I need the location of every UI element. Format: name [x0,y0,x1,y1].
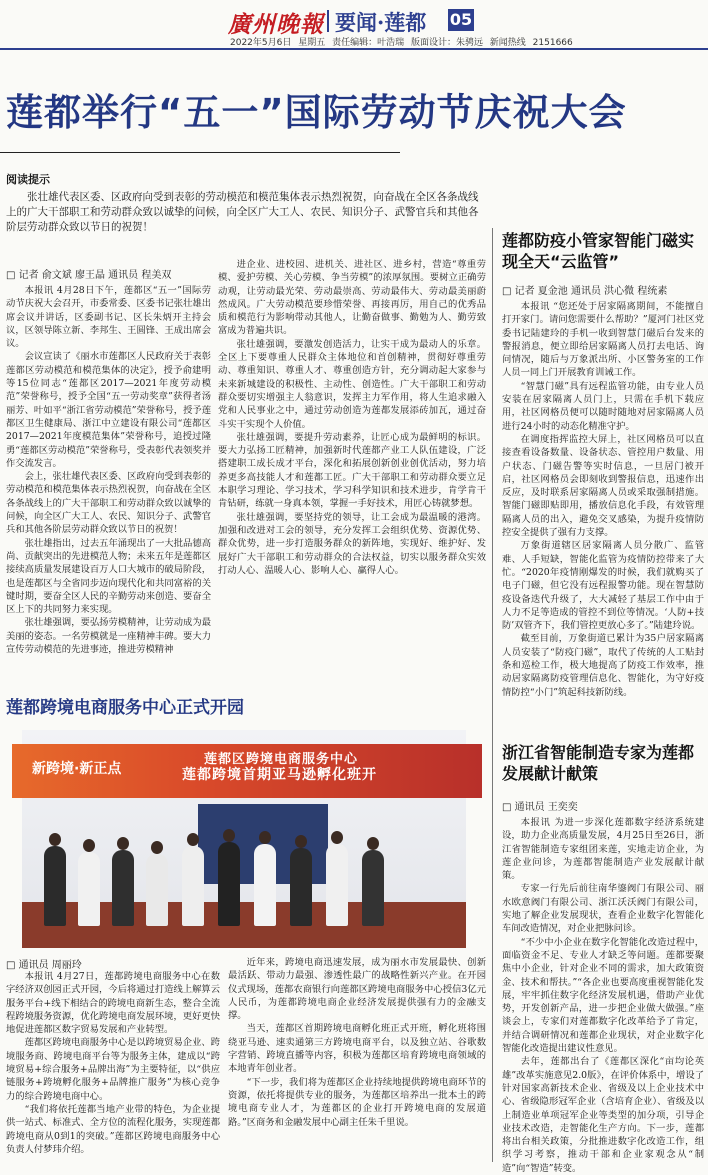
paragraph: 进企业、进校园、进机关、进社区、进乡村，营造“尊重劳模、爱护劳模、关心劳模、争当劳模”的浓厚氛围。要树立正确劳动观，让劳动最光荣、劳动最崇高、劳动最伟大、劳动最美丽蔚然成风。广大劳动模范要珍惜荣誉、再接再厉，用自己的优秀品质和模范行为影响带动其他人，让勤奋做事、勤勉为人、勤劳致富成为普遍共识。 [218,259,486,337]
main-byline: □ 记者 俞文斌 廖王晶 通讯员 程美双 [6,270,172,281]
headline-rule [0,152,400,153]
bottom-article-title: 莲都跨境电商服务中心正式开园 [6,698,244,718]
lead-paragraph: 张壮雄代表区委、区政府向受到表彰的劳动模范和模范集体表示热烈祝贺，向奋战在全区各条战线上的广大干部职工和劳动群众致以诚挚的问候，向全区广大工人、农民、知识分子、武警官兵和其他各阶层劳动群众致以节日的祝贺！ [6,191,479,233]
photo-person [112,850,134,926]
event-photo [22,730,466,948]
paragraph: 本报讯 4月28日下午，莲都区“五一”国际劳动节庆祝大会召开，市委常委、区委书记张壮雄出席会议并讲话，区委副书记、区长朱炳开主持会议，区领导陈立新、李邦生、王圆锋、王成出席会议。 [6,285,211,350]
main-article-col2 [218,258,486,672]
bottom-article-col2 [228,956,486,1162]
paragraph: 万象街道辖区居家隔离人员分散广、监管难、人手短缺，智能化监管为疫情防控带来了大忙。“2020年疫情刚爆发的时候，我们就购买了电子门磁，但它没有远程报警功能。现在智慧防疫设备迭代升级了，大大减轻了基层工作中由于人力不足等造成的管控不到位等情况。‘人防+技防’双管齐下，我们管控更放心多了。”陆建玲说。 [502,540,704,632]
side-article-2-body [502,816,704,1174]
paragraph: 本报讯 “您还处于居家隔离期间，不能擅自打开家门。请问您需要什么帮助？”厦河门社区党委书记陆建玲的手机一收到智慧门磁后台发来的警报消息，便立即给居家隔离人员打去电话、询问情况，随后与万象派出所、小区警务室的工作人员一同上门开展教育训诫工作。 [502,301,704,379]
photo-caption-byline: □ 通讯员 周丽玲 [6,960,82,971]
paragraph: “我们将依托莲都当地产业带的特色，为企业提供一站式、标准式、全方位的流程化服务，实现莲都跨境电商从0到1的突破。”莲都区跨境电商服务中心负责人付梦玮介绍。 [6,1103,220,1155]
main-headline: 莲都举行“五一”国际劳动节庆祝大会 [6,91,627,134]
photo-person-head [83,839,95,852]
photo-person-head [331,831,343,844]
paragraph: 本报讯 4月27日，莲都跨境电商服务中心在数字经济双创园正式开园，今后将通过打造线上解算云服务平台+线下相结合的跨境电商新生态，整合全流程跨境服务资源，优化跨境电商发展环境，更好更快地促进莲都区数字贸易发展和产业转型。 [6,971,220,1036]
side-article-2-byline: □ 通讯员 王奕奕 [502,802,578,813]
photo-banner-slogan: 新跨境·新正点 [32,761,122,777]
lead-label: 阅读提示 [6,173,50,186]
photo-banner-line2: 莲都跨境首期亚马逊孵化班开 [182,767,377,783]
photo-person [326,844,348,926]
photo-person [44,846,66,926]
side-article-2-title: 浙江省智能制造专家为莲都发展献计献策 [502,743,695,783]
paragraph: 在调度指挥监控大屏上，社区网格员可以直接查看设备数量、设备状态、管控用户数量、用户状态、门磁告警等实时信息，一旦居门被开启，社区网格员会即刻收到警报信息，迅速作出反应，及时联系居家隔离人员或采取强制措施。智能门磁即贴即用，播放信息化手段，有效管理隔离人员的出入，避免交叉感染，为提升疫情防控安全提供了强有力支撑。 [502,433,704,539]
page-number: 05 [449,10,473,29]
paragraph: “智慧门磁”具有远程监管功能，由专业人员安装在居家隔离人员门上，只需在手机下载应用，社区网格员便可以随时随地对居家隔离人员进行24小时的动态化精准守护。 [502,380,704,432]
photo-person-head [223,829,235,842]
photo-person-head [49,833,61,846]
photo-person-head [259,831,271,844]
photo-person [362,850,384,926]
paragraph: 专家一行先后前往南华鎏阀门有限公司、丽水欧意阀门有限公司、浙江沃沃阀门有限公司，实地了解企业发展现状，查看企业数字化智能化车间改造情况，对企业把脉问诊。 [502,883,704,935]
photo-person-head [367,837,379,850]
photo-person-head [187,833,199,846]
photo-person-head [117,837,129,850]
paragraph: 张壮雄强调，要弘扬劳模精神，让劳动成为最美丽的姿态。一名劳模就是一座精神丰碑。要大力宣传劳动模范的先进事迹，推进劳模精神 [6,617,211,656]
side-article-1-title: 莲都防疫小管家智能门磁实现全天“云监管” [502,231,695,271]
bottom-article-col1 [6,970,220,1162]
photo-person [182,846,204,926]
column-divider [492,228,493,1162]
main-article-col1 [6,284,211,672]
photo-person [218,842,240,926]
paragraph: 张壮雄强调，要提升劳动素养，让匠心成为最鲜明的标识。要大力弘扬工匠精神，加强新时代莲都产业工人队伍建设，广泛搭建职工成长成才平台，深化和拓展创新创业创优活动，努力培养更多高技能人才和莲都工匠。广大干部职工和劳动群众要立足本职学习理论、学习技术，学习科学知识和技术进步，肯学肯干肯钻研，练就一身真本领，掌握一手好技术，用匠心铸就梦想。 [218,431,486,510]
paragraph: 去年，莲都出台了《莲都区深化“亩均论英雄”改革实施意见2.0版》，在评价体系中，增设了针对国家高新技术企业、省级及以上企业技术中心、省级隐形冠军企业（含培育企业）、省级及以上制造业单项冠军企业等类型的加分项，引导企业技术改造，走智能化生产方向。下一步，莲都将出台相关政策，分批推进数字化改造工作，组织学习考察，推动干部和企业家观念从“制造”向“智造”转变。 [502,1056,704,1174]
paragraph: 近年来，跨境电商迅速发展，成为丽水市发展最快、创新最活跃、带动力最强、渗透性最广的战略性新兴产业。在开园仪式现场，莲都农商银行向莲都区跨境电商服务中心授信3亿元人民币，为莲都跨境电商企业经济发展提供强有力的金融支撑。 [228,957,486,1022]
photo-banner-line1: 莲都区跨境电商服务中心 [204,752,359,767]
masthead-divider [327,10,329,32]
paragraph: 当天，莲都区首期跨境电商孵化班正式开班，孵化班将围绕亚马逊、速卖通第三方跨境电商平台，以及独立站、谷歌数字营销、跨境直播等内容，积极为莲都区培育跨境电商领域的本地青年创业者。 [228,1023,486,1075]
paragraph: 本报讯 为进一步深化莲都数字经济系统建设，助力企业高质量发展，4月25日至26日，浙江省智能制造专家组团来莲，实地走访企业，为莲企业问诊，为莲都智能制造产业发展献计献策。 [502,817,704,882]
paragraph: 会上，张壮雄代表区委、区政府向受到表彰的劳动模范和模范集体表示热烈祝贺，向奋战在全区各条战线上的广大干部职工和劳动群众致以诚挚的问候，向全区广大工人、农民、知识分子、武警官兵和其他各阶层劳动群众致以节日的祝贺！ [6,471,211,536]
masthead [0,0,708,50]
paragraph: 张壮雄强调，要坚持党的领导，让工会成为最温暖的港湾。加强和改进对工会的领导，充分发挥工会组织优势、资源优势、群众优势，进一步打造服务群众的新阵地，实现好、维护好、发展好广大干部职工和劳动群众的合法权益，切实以服务群众实效打动人心、温暖人心、影响人心、赢得人心。 [218,511,486,576]
photo-person-head [151,841,163,854]
masthead-info: 2022年5月6日 星期五 责任编辑：叶浩瑞 版面设计：朱骋远 新闻热线 2151666 [230,38,573,48]
photo-person-head [295,835,307,848]
section-title: 要闻·莲都 [335,10,427,35]
photo-person [290,848,312,926]
side-article-1-byline: □ 记者 夏金池 通讯员 洪心微 程统素 [502,286,668,297]
paragraph: 会议宣读了《丽水市莲都区人民政府关于表彰莲都区劳动模范和模范集体的决定》，授予俞建明等15位同志“莲都区2017—2021年度劳动模范”荣誉称号，授予全国“五一劳动奖章”获得者汤丽芳、叶如平“浙江省劳动模范”荣誉称号，授予莲都区卫生健康局、浙江中立建设有限公司“莲都区2017—2021年度模范集体”荣誉称号，追授过隆勇“莲都区劳动模范”荣誉称号，受表彰代表领奖并作交流发言。 [6,351,211,469]
newspaper-logo: 廣州晚報 [228,11,324,38]
paragraph: 张壮雄指出，过去五年涌现出了一大批品德高尚、贡献突出的先进模范人物；未来五年是莲都区接续高质量发展建设百万人口大城市的破局阶段，也是莲都区与全省同步迈向现代化和共同富裕的关键时期，要奋全区人民的辛勤劳动来创造、要奋全区上下的共同努力来实现。 [6,537,211,616]
paragraph: “不少中小企业在数字化智能化改造过程中，面临资金不足、专业人才缺乏等问题。莲都要聚焦中小企业，针对企业不同的需求，加大政策资金、技术和帮扶。”“各企业也要高度重视智能化发展，牢牢抓住数字化经济发展机遇，借助产业优势，开发创新产品，进一步把企业做大做强。”座谈会上，专家们对莲都数字化改革给予了肯定，并结合调研情况和莲都企业现状，对企业数字化智能化改造提出建议性意见。 [502,936,704,1055]
photo-person [146,854,168,926]
paragraph: 张壮雄强调，要激发创造活力，让实干成为最动人的乐章。全区上下要尊重人民群众主体地位和首创精神，贯彻好尊重劳动、尊重知识、尊重人才、尊重创造方针，充分调动起大家参与未来新城建设的积极性、主动性、创造性。广大干部职工和劳动群众要切实增强主人翁意识，发挥主力军作用，将人生追求融入党和人民事业之中，通过劳动创造为莲都发展添砖加瓦，通过奋斗实干实现个人价值。 [218,338,486,430]
photo-person [78,852,100,926]
photo-person [254,844,276,926]
paragraph: 截至目前，万象街道已累计为35户居家隔离人员安装了“防疫门磁”，取代了传统的人工贴封条和巡检工作，极大地提高了防疫工作效率，推动居家隔离防疫管理信息化、智能化，为守好疫情防控“小门”筑起科技新防线。 [502,633,704,698]
side-article-1-body [502,300,704,714]
paragraph: 莲都区跨境电商服务中心是以跨境贸易企业、跨境服务商、跨境电商平台等为服务主体，建成以“跨境贸易+综合服务+品牌出海”为主要特征，以“供应链服务+跨境孵化服务+品牌推广服务”为核心竞争力的综合跨境电商中心。 [6,1037,220,1102]
paragraph: “下一步，我们将为莲都区企业持续地提供跨境电商环节的资源，依托将提供专业的服务，为莲都区培养出一批本土的跨境电商专业人才，为莲都区的企业打开跨境电商的发展道路。”区商务和金融发展中心副主任朱千里说。 [228,1076,486,1128]
